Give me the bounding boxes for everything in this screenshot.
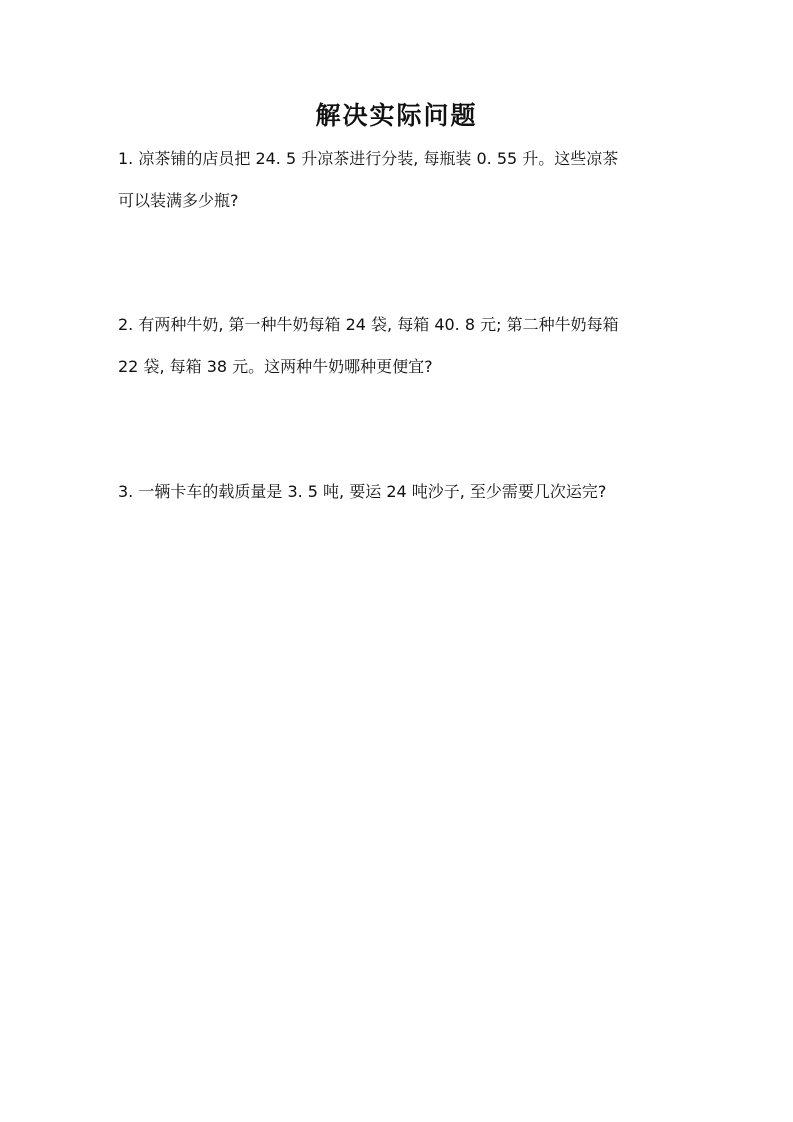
question-1-line-2: 可以装满多少瓶? <box>118 191 239 210</box>
question-1-line-1: 1. 凉茶铺的店员把 24. 5 升凉茶进行分装, 每瓶装 0. 55 升。这些凉茶 <box>118 149 619 168</box>
question-2-line-1: 2. 有两种牛奶, 第一种牛奶每箱 24 袋, 每箱 40. 8 元; 第二种牛奶每箱 <box>118 315 619 334</box>
question-2 <box>118 314 688 378</box>
question-2-line-2: 22 袋, 每箱 38 元。这两种牛奶哪种更便宜? <box>118 357 433 376</box>
question-3 <box>118 481 688 503</box>
question-1 <box>118 148 688 212</box>
question-3-line-1: 3. 一辆卡车的载质量是 3. 5 吨, 要运 24 吨沙子, 至少需要几次运完? <box>118 482 607 501</box>
page-title: 解决实际问题 <box>315 101 478 130</box>
